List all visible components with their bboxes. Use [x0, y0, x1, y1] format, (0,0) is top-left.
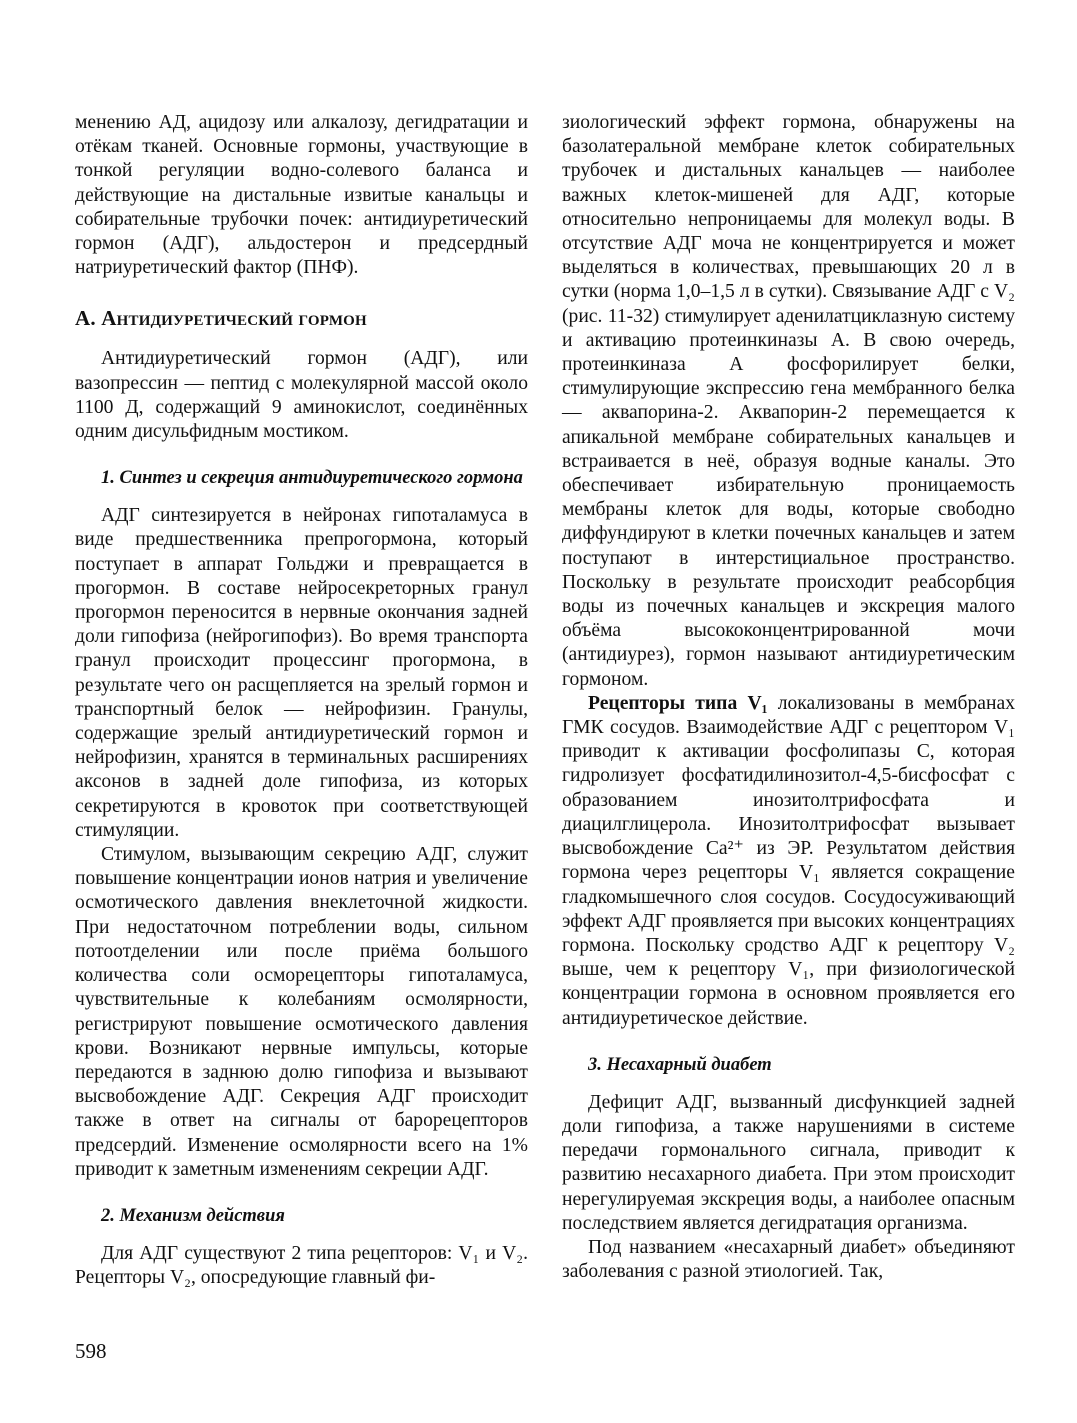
- stimulus-paragraph: Стимулом, вызывающим секрецию АДГ, служит повышение концентрации ионов натрия и увеличение осмотического давления внеклеточной жидкости. При недостаточном потреблении воды, сильном потоотделении или после приёма большого количества соли осморецепторы гипоталамуса, чувствительные к колебаниям осмолярности, регистрируют повышение осмотического давления крови. Возникают нервные импульсы, которые передаются в заднюю долю гипофиза и вызывают высвобождение АДГ. Секреция АДГ происходит также в ответ на сигналы от барорецепторов предсердий. Изменение осмолярности всего на 1% приводит к заметным изменениям секреции АДГ.: [75, 844, 528, 1180]
- v1-receptors-paragraph: [562, 692, 1015, 1031]
- adh-definition-paragraph: Антидиуретический гормон (АДГ), или вазопрессин — пептид с молекулярной массой около 1100 Д, содержащий 9 аминокислот, соединённых одним дисульфидным мостиком.: [75, 348, 528, 443]
- receptors-paragraph: Для АДГ существуют 2 типа рецепторов: V₁ и V₂. Рецепторы V₂, опосредующие главный фи-: [75, 1242, 528, 1289]
- mechanism-subheading: 2. Механизм действия: [101, 1205, 285, 1226]
- intro-paragraph: менению АД, ацидозу или алкалозу, дегидратации и отёкам тканей. Основные гормоны, участвующие в тонкой регуляции водно-солевого баланса и действующие на дистальные извитые канальцы и собирательные трубочки почек: антидиуретический гормон (АДГ), альдостерон и предсердный натриуретический фактор (ПНФ).: [75, 112, 528, 279]
- v1-receptors-lead: Рецепторы типа V₁: [588, 692, 768, 714]
- diabetes-names-paragraph: Под названием «несахарный диабет» объединяют заболевания с разной этиологией. Так,: [562, 1236, 1015, 1283]
- synthesis-subheading: 1. Синтез и секреция антидиуретического гормона: [101, 468, 523, 489]
- adh-deficit-paragraph: Дефицит АДГ, вызванный дисфункцией задней доли гипофиза, а также нарушениями в системе передачи гормонального сигнала, приводит к развитию несахарного диабета. При этом происходит нерегулируемая экскреция воды, а наиболее опасным последствием является дегидратация организма.: [562, 1091, 1015, 1234]
- diabetes-insipidus-subheading: 3. Несахарный диабет: [588, 1054, 772, 1075]
- left-column: [75, 111, 528, 1290]
- v2-continuation-paragraph: зиологический эффект гормона, обнаружены на базолатеральной мембране клеток собирательных трубочек и дистальных канальцев — наиболее важных клеток-мишеней для АДГ, которые относительно непроницаемы для молекул воды. В отсутствие АДГ моча не концентрируется и может выделяться в количествах, превышающих 20 л в сутки (норма 1,0–1,5 л в сутки). Связывание АДГ с V₂ (рис. 11-32) стимулирует аденилатциклазную систему и активацию протеинкиназы А. В свою очередь, протеинкиназа А фосфорилирует белки, стимулирующие экспрессию гена мембранного белка — аквапорина-2. Аквапорин-2 перемещается к апикальной мембране собирательных канальцев и встраивается в неё, образуя водные каналы. Это обеспечивает избирательную проницаемость мембраны клеток для воды, которые свободно диффундируют в клетки почечных канальцев и затем поступают в интерстициальное пространство. Поскольку в результате происходит реабсорбция воды из почечных канальцев и экскреция малого объёма высококонцентрированной мочи (антидиурез), гормон называют антидиуретическим гормоном.: [562, 112, 1015, 690]
- synthesis-paragraph: АДГ синтезируется в нейронах гипоталамуса в виде предшественника препрогормона, который поступает в аппарат Гольджи и превращается в прогормон. В составе нейросекреторных гранул прогормон переносится в нервные окончания задней доли гипофиза (нейрогипофиз). Во время транспорта гранул происходит процессинг прогормона, в результате чего он расщепляется на зрелый гормон и транспортный белок — нейрофизин. Гранулы, содержащие зрелый антидиуретический гормон и нейрофизин, хранятся в терминальных расширениях аксонов в задней доле гипофиза, из которых секретируются в кровоток при соответствующей стимуляции.: [75, 505, 528, 841]
- right-column: [562, 111, 1015, 1284]
- page-number: 598: [75, 1339, 107, 1363]
- section-a-heading: А. Антидиуретический гормон: [75, 306, 367, 331]
- v1-receptors-text: локализованы в мембранах ГМК сосудов. Взаимодействие АДГ с рецептором V₁ приводит к активации фосфолипазы С, которая гидролизует фосфатидилинозитол-4,5-бисфосфат с образованием инозитолтрифосфата и диацилглицерола. Инозитолтрифосфат вызывает высвобождение Са²⁺ из ЭР. Результатом действия гормона через рецепторы V₁ является сокращение гладкомышечного слоя сосудов. Сосудосуживающий эффект АДГ проявляется при высоких концентрациях гормона. Поскольку сродство АДГ к рецептору V₂ выше, чем к рецептору V₁, при физиологической концентрации гормона в основном проявляется его антидиуретическое действие.: [562, 692, 1015, 1029]
